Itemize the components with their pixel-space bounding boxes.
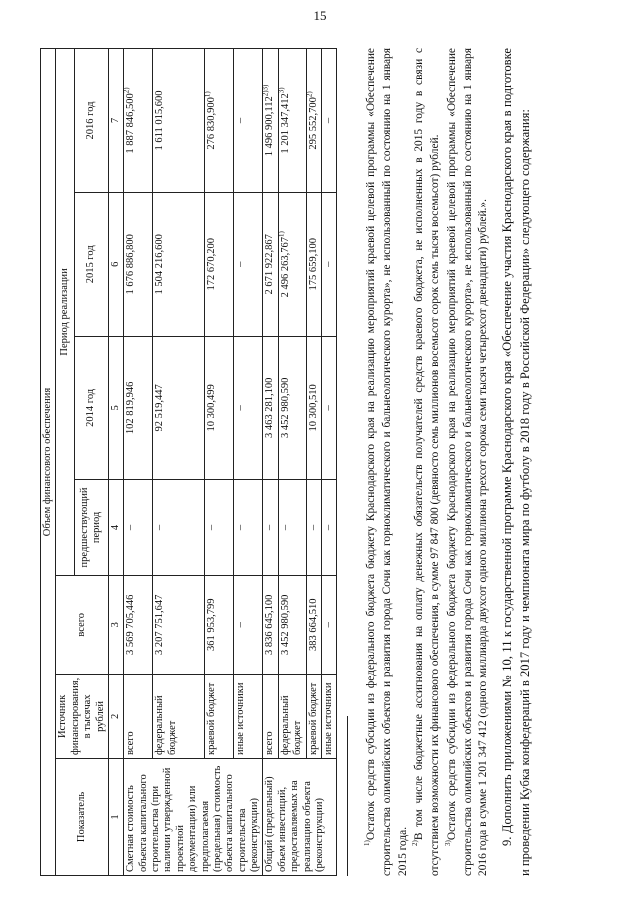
- total-cell: 361 953,799: [205, 575, 234, 674]
- source-cell: иные источники: [234, 674, 263, 758]
- col-number: 4: [108, 480, 123, 576]
- y2015-cell: 175 659,100: [306, 192, 321, 336]
- footnote-mark: 1): [363, 840, 372, 846]
- total-cell: –: [321, 575, 336, 674]
- group-label-estimated-cost: Сметная стоимость объекта капитального строительства (при наличии утвержденной проектной документации) или предполагаемая (предельная) стоимость объекта капитального строительства (реконструкции): [124, 759, 263, 876]
- total-cell: 383 664,510: [306, 575, 321, 674]
- prev-cell: –: [306, 480, 321, 576]
- header-total: всего: [56, 575, 109, 674]
- footnote-ref: 3): [277, 87, 286, 94]
- footnote-1: $^{1)}$Остаток средств субсидии из федерального бюджета бюджету Краснодарского края на реализацию мероприятий краевой целевой программы «Обеспечение строительства олимпийских объектов и развития города Сочи как горноклиматического и бальнеологического курорта», не использованный по состоянию на 1 января 2015 года.: [363, 48, 409, 876]
- footnote-separator: [347, 716, 348, 876]
- header-period: Период реализации: [56, 49, 75, 576]
- header-indicator: Показатель: [56, 759, 109, 876]
- footnote-mark: 2): [411, 840, 420, 846]
- prev-cell: –: [124, 480, 153, 576]
- page-number: 15: [313, 8, 327, 23]
- total-cell: 3 452 980,590: [278, 575, 306, 674]
- source-cell: всего: [263, 674, 278, 758]
- footnote-2: $^{2)}$В том числе бюджетные ассигнования на оплату денежных обязательств получателей средств краевого бюджета, не исполненных в 2015 году в связи с отсутствием возможности их финансового обеспечения, в сумме 97 847 800 (девяносто семь миллионов восемьсот сорок семь тысяч восемьсот) рублей.: [411, 48, 442, 876]
- table-row: [278, 49, 306, 876]
- y2015-cell: 1 504 216,600: [153, 192, 205, 336]
- total-cell: 3 207 751,647: [153, 575, 205, 674]
- y2016-cell: 1 201 347,412$^{3)}$: [278, 49, 306, 193]
- y2015-cell: –: [234, 192, 263, 336]
- col-number: 7: [108, 49, 123, 193]
- table-row: [153, 49, 205, 876]
- footnote-ref: 2)3): [261, 84, 270, 97]
- table-row: [124, 49, 153, 876]
- y2015-cell: 2 671 922,867: [263, 192, 278, 336]
- y2015-cell: –: [321, 192, 336, 336]
- rotated-page-content: [40, 18, 600, 878]
- col-number: 2: [108, 674, 123, 758]
- total-cell: –: [234, 575, 263, 674]
- footnote-ref: 2): [305, 91, 313, 98]
- footnote-ref: 1): [203, 91, 212, 98]
- footnote-3: $^{3)}$Остаток средств субсидии из федерального бюджета бюджету Краснодарского края на реализацию мероприятий краевой целевой программы «Обеспечение строительства олимпийских объектов и развития города Сочи как горноклиматического и бальнеологического курорта», не использованный по состоянию на 1 января 2016 года в сумме 1 201 347 412 (одного миллиарда двухсот одного миллиона трехсот сорока семи тысяч четырехсот двенадцати) рублей.».: [444, 48, 490, 876]
- table-row: [234, 49, 263, 876]
- source-cell: краевой бюджет: [205, 674, 234, 758]
- y2014-cell: 102 819,946: [124, 336, 153, 480]
- paragraph-9: 9. Дополнить приложениями № 10, 11 к государственной программе Краснодарского края «Обеспечение участия Краснодарского края в подготовке и проведении Кубка конфедераций в 2017 году и чемпионата мира по футболу в 2018 году в Российской Федерации» следующего содержания:: [500, 48, 533, 876]
- header-2015: 2015 год: [75, 192, 109, 336]
- y2014-cell: 3 463 281,100: [263, 336, 278, 480]
- y2016-cell: –: [321, 49, 336, 193]
- footnotes: [364, 48, 492, 876]
- y2015-cell: 1 676 886,800: [124, 192, 153, 336]
- header-source: Источник финансирования, в тысячах рублей: [56, 674, 109, 758]
- source-cell: федеральный бюджет: [278, 674, 306, 758]
- prev-cell: –: [205, 480, 234, 576]
- col-number: 3: [108, 575, 123, 674]
- y2015-cell: 172 670,200: [205, 192, 234, 336]
- table-row: [306, 49, 321, 876]
- financing-table: [40, 48, 337, 876]
- prev-cell: –: [153, 480, 205, 576]
- y2015-cell: 2 496 263,767$^{1)}$: [278, 192, 306, 336]
- source-cell: иные источники: [321, 674, 336, 758]
- footnote-ref: 2): [122, 87, 131, 94]
- table-row: [321, 49, 336, 876]
- total-cell: 3 836 645,100: [263, 575, 278, 674]
- source-cell: всего: [124, 674, 153, 758]
- y2014-cell: 92 519,447: [153, 336, 205, 480]
- col-number: 1: [108, 759, 123, 876]
- y2016-cell: –: [234, 49, 263, 193]
- prev-cell: –: [278, 480, 306, 576]
- table-row: [205, 49, 234, 876]
- group-label-investment-volume: Общий (предельный) объем инвестиций, предоставляемых на реализацию объекта (реконструкции): [263, 759, 337, 876]
- total-cell: 3 569 705,446: [124, 575, 153, 674]
- footnote-mark: 3): [444, 840, 453, 846]
- y2014-cell: –: [321, 336, 336, 480]
- source-cell: краевой бюджет: [306, 674, 321, 758]
- prev-cell: –: [263, 480, 278, 576]
- y2014-cell: 3 452 980,590: [278, 336, 306, 480]
- y2014-cell: –: [234, 336, 263, 480]
- y2014-cell: 10 300,510: [306, 336, 321, 480]
- footnote-ref: 1): [277, 231, 286, 237]
- table-row: [263, 49, 278, 876]
- table-caption: Объем финансового обеспечения: [41, 49, 56, 876]
- y2016-cell: 295 552,700$^{2)}$: [306, 49, 321, 193]
- header-2016: 2016 год: [75, 49, 109, 193]
- column-number-row: [108, 49, 123, 876]
- y2014-cell: 10 300,499: [205, 336, 234, 480]
- col-number: 6: [108, 192, 123, 336]
- y2016-cell: 1 887 846,500$^{2)}$: [124, 49, 153, 193]
- y2016-cell: 276 830,900$^{1)}$: [205, 49, 234, 193]
- header-2014: 2014 год: [75, 336, 109, 480]
- header-previous-period: предшествующий период: [75, 480, 109, 576]
- prev-cell: –: [321, 480, 336, 576]
- y2016-cell: 1 611 015,600: [153, 49, 205, 193]
- prev-cell: –: [234, 480, 263, 576]
- col-number: 5: [108, 336, 123, 480]
- y2016-cell: 1 496 $900,112^{2)3)}$: [263, 49, 278, 193]
- source-cell: федеральный бюджет: [153, 674, 205, 758]
